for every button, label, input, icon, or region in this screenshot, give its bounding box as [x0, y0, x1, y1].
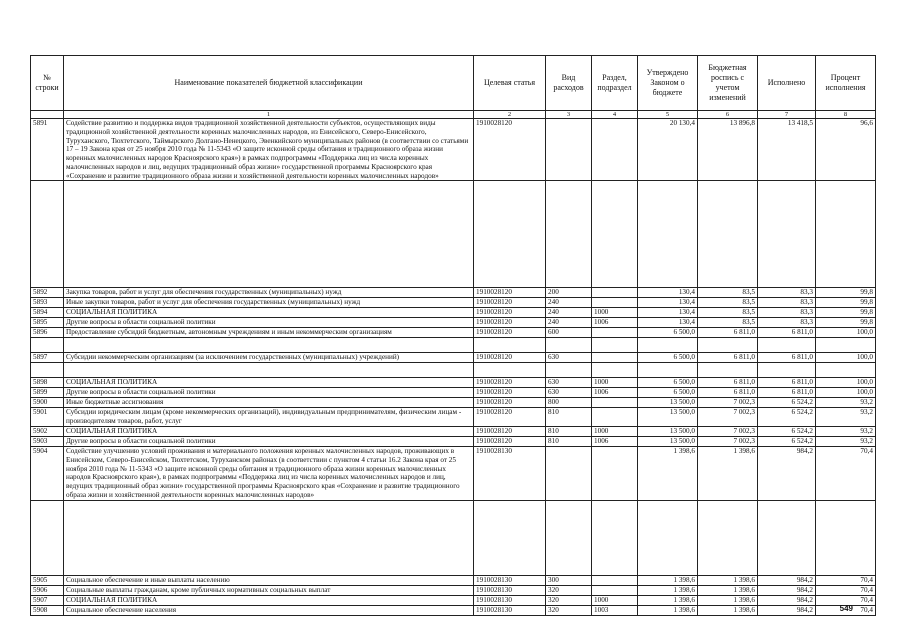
- row-number: 5900: [31, 398, 64, 408]
- row-target-article: 1910028120: [474, 437, 546, 447]
- table-row: [31, 427, 876, 437]
- row-percent: 93,2: [816, 398, 876, 408]
- spacer-row: [31, 181, 876, 288]
- row-expense-type: [546, 119, 592, 181]
- table-row: [31, 388, 876, 398]
- spacer-row: [31, 363, 876, 378]
- header-indicator-name: Наименование показателей бюджетной классификации: [64, 56, 474, 111]
- row-planned: 6 811,0: [698, 378, 758, 388]
- row-planned: 1 398,6: [698, 447, 758, 501]
- row-executed: 83,3: [758, 318, 816, 328]
- row-section: 1000: [592, 378, 638, 388]
- table-body: [31, 119, 876, 616]
- row-target-article: 1910028120: [474, 353, 546, 363]
- row-planned: 1 398,6: [698, 575, 758, 585]
- row-name: Социальные выплаты гражданам, кроме публичных нормативных социальных выплат: [64, 585, 474, 595]
- table-row: [31, 595, 876, 605]
- row-name: Социальное обеспечение населения: [64, 605, 474, 615]
- table-row: [31, 318, 876, 328]
- table-row: [31, 288, 876, 298]
- row-target-article: 1910028130: [474, 595, 546, 605]
- row-executed: 6 811,0: [758, 388, 816, 398]
- row-percent: 93,2: [816, 408, 876, 427]
- header-executed: Исполнено: [758, 56, 816, 111]
- row-executed: 6 811,0: [758, 353, 816, 363]
- row-executed: 984,2: [758, 447, 816, 501]
- table-header-row: [31, 56, 876, 111]
- row-approved: 1 398,6: [638, 585, 698, 595]
- row-section: [592, 119, 638, 181]
- row-expense-type: 320: [546, 595, 592, 605]
- row-expense-type: 240: [546, 318, 592, 328]
- row-planned: 83,5: [698, 308, 758, 318]
- row-executed: 6 524,2: [758, 437, 816, 447]
- row-planned: 83,5: [698, 298, 758, 308]
- row-expense-type: 240: [546, 308, 592, 318]
- row-section: 1006: [592, 437, 638, 447]
- row-approved: 1 398,6: [638, 575, 698, 585]
- row-percent: 100,0: [816, 388, 876, 398]
- row-executed: 83,3: [758, 308, 816, 318]
- table-row: [31, 605, 876, 615]
- row-number: 5903: [31, 437, 64, 447]
- table-row: [31, 437, 876, 447]
- row-executed: 83,3: [758, 298, 816, 308]
- row-planned: 1 398,6: [698, 585, 758, 595]
- row-executed: 83,3: [758, 288, 816, 298]
- row-planned: 1 398,6: [698, 595, 758, 605]
- spacer-row: [31, 338, 876, 353]
- row-executed: 6 524,2: [758, 398, 816, 408]
- row-target-article: 1910028120: [474, 288, 546, 298]
- row-expense-type: 320: [546, 605, 592, 615]
- row-percent: 99,8: [816, 298, 876, 308]
- column-number: 1: [64, 111, 474, 119]
- row-approved: 1 398,6: [638, 595, 698, 605]
- row-number: 5895: [31, 318, 64, 328]
- row-executed: 984,2: [758, 585, 816, 595]
- row-percent: 100,0: [816, 378, 876, 388]
- row-target-article: 1910028130: [474, 605, 546, 615]
- row-section: [592, 585, 638, 595]
- row-target-article: 1910028120: [474, 328, 546, 338]
- row-planned: 7 002,3: [698, 437, 758, 447]
- row-planned: 6 811,0: [698, 353, 758, 363]
- budget-page: [30, 55, 875, 616]
- row-expense-type: 630: [546, 388, 592, 398]
- row-executed: 6 524,2: [758, 408, 816, 427]
- row-expense-type: 200: [546, 288, 592, 298]
- row-number: 5898: [31, 378, 64, 388]
- row-name: Субсидии юридическим лицам (кроме некоммерческих организаций), индивидуальным предпринимателям, физическим лицам - производителям товаров, работ, услуг: [64, 408, 474, 427]
- row-number: 5897: [31, 353, 64, 363]
- row-number: 5894: [31, 308, 64, 318]
- row-planned: 1 398,6: [698, 605, 758, 615]
- row-number: 5899: [31, 388, 64, 398]
- row-percent: 93,2: [816, 437, 876, 447]
- table-row: [31, 353, 876, 363]
- row-planned: 83,5: [698, 318, 758, 328]
- row-number: 5896: [31, 328, 64, 338]
- table-row: [31, 447, 876, 501]
- row-percent: 100,0: [816, 328, 876, 338]
- row-name: Другие вопросы в области социальной политики: [64, 388, 474, 398]
- row-approved: 130,4: [638, 318, 698, 328]
- table-row: [31, 378, 876, 388]
- row-number: 5904: [31, 447, 64, 501]
- row-approved: 6 500,0: [638, 388, 698, 398]
- row-executed: 6 811,0: [758, 378, 816, 388]
- row-approved: 130,4: [638, 298, 698, 308]
- row-target-article: 1910028120: [474, 378, 546, 388]
- row-name: Иные закупки товаров, работ и услуг для обеспечения государственных (муниципальных) нужд: [64, 298, 474, 308]
- table-row: [31, 308, 876, 318]
- row-section: [592, 353, 638, 363]
- row-approved: 1 398,6: [638, 605, 698, 615]
- row-number: 5893: [31, 298, 64, 308]
- header-expense-type: Вид расходов: [546, 56, 592, 111]
- column-number: 2: [474, 111, 546, 119]
- column-number: 7: [758, 111, 816, 119]
- header-approved: Утверждено Законом о бюджете: [638, 56, 698, 111]
- row-planned: 13 896,8: [698, 119, 758, 181]
- row-percent: 70,4: [816, 575, 876, 585]
- row-target-article: 1910028120: [474, 308, 546, 318]
- table-row: [31, 575, 876, 585]
- row-section: 1003: [592, 605, 638, 615]
- column-number: 3: [546, 111, 592, 119]
- row-approved: 6 500,0: [638, 328, 698, 338]
- row-expense-type: 800: [546, 398, 592, 408]
- row-name: СОЦИАЛЬНАЯ ПОЛИТИКА: [64, 427, 474, 437]
- row-section: 1006: [592, 388, 638, 398]
- row-name: Другие вопросы в области социальной политики: [64, 318, 474, 328]
- row-percent: 99,8: [816, 318, 876, 328]
- row-target-article: 1910028130: [474, 585, 546, 595]
- row-planned: 83,5: [698, 288, 758, 298]
- row-approved: 130,4: [638, 308, 698, 318]
- column-number: 8: [816, 111, 876, 119]
- row-section: [592, 328, 638, 338]
- header-percent: Процент исполнения: [816, 56, 876, 111]
- row-section: 1000: [592, 308, 638, 318]
- row-executed: 984,2: [758, 605, 816, 615]
- row-name: Предоставление субсидий бюджетным, автономным учреждениям и иным некоммерческим организациям: [64, 328, 474, 338]
- row-planned: 7 002,3: [698, 398, 758, 408]
- row-approved: 130,4: [638, 288, 698, 298]
- row-name: СОЦИАЛЬНАЯ ПОЛИТИКА: [64, 595, 474, 605]
- row-percent: 96,6: [816, 119, 876, 181]
- row-approved: 6 500,0: [638, 378, 698, 388]
- spacer-row: [31, 500, 876, 575]
- row-section: [592, 298, 638, 308]
- row-number: 5908: [31, 605, 64, 615]
- page-number: 549: [839, 604, 853, 613]
- row-executed: 13 418,5: [758, 119, 816, 181]
- table-row: [31, 585, 876, 595]
- row-section: 1006: [592, 318, 638, 328]
- budget-table: [30, 55, 876, 616]
- row-name: Социальное обеспечение и иные выплаты населению: [64, 575, 474, 585]
- row-planned: 6 811,0: [698, 388, 758, 398]
- row-name: Иные бюджетные ассигнования: [64, 398, 474, 408]
- row-planned: 7 002,3: [698, 408, 758, 427]
- row-expense-type: 810: [546, 408, 592, 427]
- column-number-row: [31, 111, 876, 119]
- row-approved: 13 500,0: [638, 437, 698, 447]
- row-section: 1000: [592, 595, 638, 605]
- row-target-article: 1910028120: [474, 298, 546, 308]
- table-row: [31, 408, 876, 427]
- row-section: 1000: [592, 427, 638, 437]
- row-expense-type: 630: [546, 353, 592, 363]
- row-name: СОЦИАЛЬНАЯ ПОЛИТИКА: [64, 378, 474, 388]
- row-target-article: 1910028120: [474, 427, 546, 437]
- row-name: Закупка товаров, работ и услуг для обеспечения государственных (муниципальных) нужд: [64, 288, 474, 298]
- row-percent: 100,0: [816, 353, 876, 363]
- table-row: [31, 398, 876, 408]
- row-executed: 6 524,2: [758, 427, 816, 437]
- row-expense-type: 320: [546, 585, 592, 595]
- row-number: 5902: [31, 427, 64, 437]
- row-executed: 984,2: [758, 575, 816, 585]
- header-target-article: Целевая статья: [474, 56, 546, 111]
- row-number: 5905: [31, 575, 64, 585]
- column-number: 6: [698, 111, 758, 119]
- row-section: [592, 288, 638, 298]
- row-section: [592, 398, 638, 408]
- row-approved: 13 500,0: [638, 427, 698, 437]
- row-expense-type: 810: [546, 427, 592, 437]
- row-section: [592, 408, 638, 427]
- row-percent: 99,8: [816, 288, 876, 298]
- row-target-article: 1910028120: [474, 398, 546, 408]
- row-percent: 70,4: [816, 605, 876, 615]
- row-number: 5906: [31, 585, 64, 595]
- row-name: СОЦИАЛЬНАЯ ПОЛИТИКА: [64, 308, 474, 318]
- row-expense-type: 240: [546, 298, 592, 308]
- row-number: 5901: [31, 408, 64, 427]
- row-target-article: 1910028120: [474, 388, 546, 398]
- row-name: Другие вопросы в области социальной политики: [64, 437, 474, 447]
- row-planned: 6 811,0: [698, 328, 758, 338]
- row-target-article: 1910028120: [474, 408, 546, 427]
- row-name: Субсидии некоммерческим организациям (за исключением государственных (муниципальных) учреждений): [64, 353, 474, 363]
- table-row: [31, 328, 876, 338]
- row-planned: 7 002,3: [698, 427, 758, 437]
- row-percent: 70,4: [816, 595, 876, 605]
- header-planned: Бюджетная роспись с учетом изменений: [698, 56, 758, 111]
- row-target-article: 1910028130: [474, 575, 546, 585]
- row-expense-type: [546, 447, 592, 501]
- row-target-article: 1910028120: [474, 318, 546, 328]
- row-name: Содействие развитию и поддержка видов традиционной хозяйственной деятельности субъектов, осуществляющих виды традиционной хозяйственной деятельности коренных малочисленных народов, из Енисейского, Северо-Енисейского, Туруханского, Тюхтетского, Таймырского Долгано-Ненецкого, Эвенкийского муниципальных районов (в соответствии со статьями 17 – 19 Закона края от 25 ноября 2010 года № 11-5343 «О защите исконной среды обитания и традиционного образа жизни коренных малочисленных народов Красноярского края») в рамках подпрограммы «Поддержка лиц из числа коренных малочисленных народов и лиц, ведущих традиционный образ жизни» государственной программы Красноярского края «Сохранение и развитие традиционного образа жизни и хозяйственной деятельности коренных малочисленных народов»: [64, 119, 474, 181]
- column-number: [31, 111, 64, 119]
- row-section: [592, 575, 638, 585]
- row-target-article: 1910028120: [474, 119, 546, 181]
- row-percent: 70,4: [816, 447, 876, 501]
- row-name: Содействие улучшению условий проживания и материального положения коренных малочисленных народов, проживающих в Енисейском, Северо-Енисейском, Тюхтетском, Туруханском районах (в соответствии с пунктом 4 статьи 16.2 Закона края от 25 ноября 2010 года № 11-5343 «О защите исконной среды обитания и традиционного образа жизни коренных малочисленных народов Красноярского края»), в рамках подпрограммы «Поддержка лиц из числа коренных малочисленных народов и лиц, ведущих традиционный образ жизни» государственной программы Красноярского края «Сохранение и развитие традиционного образа жизни и хозяйственной деятельности коренных малочисленных народов»: [64, 447, 474, 501]
- row-approved: 6 500,0: [638, 353, 698, 363]
- row-number: 5892: [31, 288, 64, 298]
- row-section: [592, 447, 638, 501]
- row-approved: 20 130,4: [638, 119, 698, 181]
- table-row: [31, 298, 876, 308]
- row-percent: 93,2: [816, 427, 876, 437]
- row-expense-type: 600: [546, 328, 592, 338]
- column-number: 5: [638, 111, 698, 119]
- row-target-article: 1910028130: [474, 447, 546, 501]
- row-expense-type: 810: [546, 437, 592, 447]
- row-number: 5907: [31, 595, 64, 605]
- row-approved: 1 398,6: [638, 447, 698, 501]
- row-approved: 13 500,0: [638, 408, 698, 427]
- row-expense-type: 630: [546, 378, 592, 388]
- row-expense-type: 300: [546, 575, 592, 585]
- column-number: 4: [592, 111, 638, 119]
- row-executed: 984,2: [758, 595, 816, 605]
- row-approved: 13 500,0: [638, 398, 698, 408]
- row-percent: 70,4: [816, 585, 876, 595]
- row-executed: 6 811,0: [758, 328, 816, 338]
- header-row-number: № строки: [31, 56, 64, 111]
- table-row: [31, 119, 876, 181]
- header-section: Раздел, подраздел: [592, 56, 638, 111]
- row-percent: 99,8: [816, 308, 876, 318]
- row-number: 5891: [31, 119, 64, 181]
